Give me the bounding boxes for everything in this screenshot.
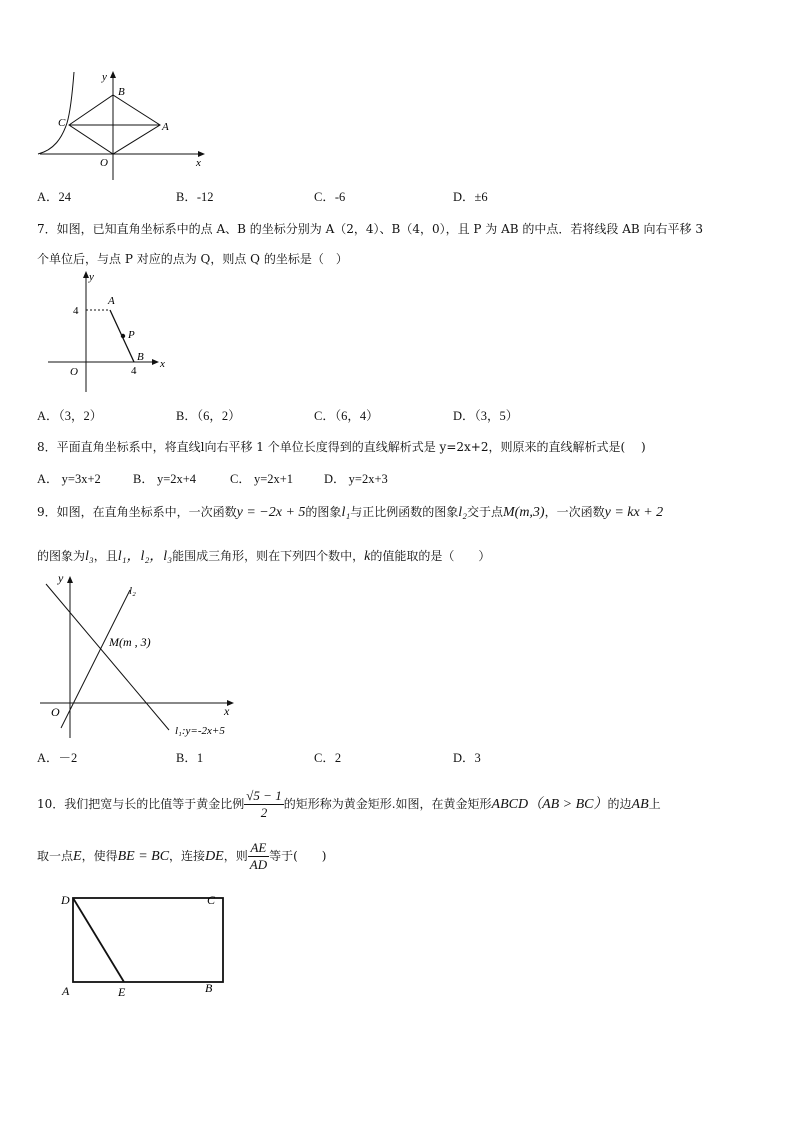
q8-option-b[interactable]: B． y=2x+4 [133, 472, 197, 486]
q6-label-c: C [58, 117, 66, 129]
q7-option-b[interactable]: B．（6，2） [176, 409, 241, 423]
q9-option-b[interactable]: B．1 [176, 751, 204, 765]
q6-label-x: x [196, 157, 201, 169]
q7-figure [40, 268, 180, 396]
q6-y-arrow [110, 71, 116, 78]
q10-text-mid1: ，使得 [81, 849, 118, 863]
q7-option-a[interactable]: A．（3，2） [37, 409, 103, 423]
q8-option-d[interactable]: D． y=2x+3 [324, 472, 388, 486]
q10-text-mid2: ，连接 [169, 849, 206, 863]
q10-ratio-numerator: √5 − 1 [246, 788, 282, 803]
q10-ratio-ad: AD [249, 857, 268, 872]
q9-text-mid4: ，一次函数 [544, 505, 605, 519]
q9-symbol-l2: l₂ [458, 505, 467, 520]
q10-question-line2 [37, 836, 326, 877]
q8-option-a[interactable]: A． y=3x+2 [37, 472, 101, 486]
q9-eq-l1: y = −2x + 5 [236, 505, 306, 520]
q10-figure [55, 888, 240, 1004]
q7-label-x: x [160, 358, 165, 370]
q7-option-d[interactable]: D．（3，5） [453, 409, 519, 423]
q10-text-prefix: 10．我们把宽与长的比值等于黄金比例 [37, 797, 245, 811]
q9-figure [36, 570, 246, 742]
q9-line-l2 [61, 590, 130, 728]
q7-label-y: y [89, 271, 94, 283]
q10-eq-be-bc: BE = BC [117, 849, 170, 864]
q9-line-l1 [46, 584, 169, 730]
q10-text-mid: 的矩形称为黄金矩形.如图，在黄金矩形 [283, 797, 492, 811]
q9-text-mid1: 的图象 [305, 505, 342, 519]
q9-option-a[interactable]: A．－2 [37, 751, 78, 765]
q7-label-4y: 4 [73, 305, 79, 317]
q9-text-mid5: ，且 [93, 549, 118, 563]
q6-option-a[interactable]: A．24 [37, 190, 72, 204]
q9-text-mid6: 能围成三角形，则在下列四个数中， [172, 549, 365, 563]
q6-label-b: B [118, 86, 125, 98]
q7-question-line1: 7．如图，已知直角坐标系中的点 A、B 的坐标分别为 A（2，4）、B（4，0），且 P 为 AB 的中点．若将线段 AB 向右平移 3 [37, 222, 703, 236]
q10-segment-de-line [73, 898, 124, 982]
q9-label-o: O [51, 705, 60, 719]
q10-label-e: E [118, 985, 126, 999]
q9-option-c[interactable]: C．2 [314, 751, 342, 765]
q9-text-mid2: 与正比例函数的图象 [350, 505, 459, 519]
q7-label-a: A [108, 295, 115, 307]
q10-question-line1 [37, 784, 661, 825]
q7-label-o: O [70, 366, 78, 378]
q9-point-m: M(m,3) [503, 505, 545, 520]
q10-ratio-ae-ad [248, 840, 269, 873]
q6-option-b[interactable]: B．-12 [176, 190, 214, 204]
q7-label-b: B [137, 351, 144, 363]
q6-hyperbola [38, 72, 74, 154]
q8-question: 8．平面直角坐标系中，将直线l向右平移 1 个单位长度得到的直线解析式是 y=2x+2，则原来的直线解析式是( ) [37, 440, 646, 454]
q7-label-p: P [128, 329, 135, 341]
q9-text-suffix: 的值能取的是（ ） [370, 549, 491, 563]
q6-label-o: O [100, 157, 108, 169]
q10-text-mid3: ，则 [223, 849, 248, 863]
q10-text-suffix2: 等于( ) [269, 849, 327, 863]
q10-rect-name: ABCD（AB > BC） [491, 797, 608, 812]
q9-eq-l3: y = kx + 2 [604, 505, 664, 520]
q10-rectangle [73, 898, 223, 982]
q9-label-l1: l₁:y=-2x+5 [175, 725, 225, 737]
q6-label-a: A [162, 121, 169, 133]
q10-ratio-ae: AE [248, 840, 269, 857]
q9-text-mid3: 交于点 [466, 505, 503, 519]
q10-text-prefix2: 取一点 [37, 849, 74, 863]
q6-figure [30, 68, 210, 183]
q10-point-e: E [73, 849, 82, 864]
q10-label-a: A [62, 984, 70, 998]
q7-option-c[interactable]: C．（6，4） [314, 409, 379, 423]
q6-option-c[interactable]: C．-6 [314, 190, 346, 204]
q10-text-end: 上 [648, 797, 661, 811]
q10-label-c: C [207, 893, 216, 907]
q10-label-b: B [205, 981, 213, 995]
q9-text-prefix2: 的图象为 [37, 549, 86, 563]
q8-option-c[interactable]: C． y=2x+1 [230, 472, 294, 486]
q9-y-arrow [67, 576, 73, 583]
q9-symbol-lines: l₁，l₂，l₃ [117, 549, 173, 564]
q7-x-arrow [152, 359, 159, 365]
q9-label-x: x [224, 704, 230, 718]
q7-question-line2: 个单位后，与点 P 对应的点为 Q，则点 Q 的坐标是（ ） [37, 252, 348, 266]
q9-label-m: M(m , 3) [109, 635, 151, 649]
q10-text-suffix: 的边 [607, 797, 632, 811]
q10-segment-de: DE [205, 849, 224, 864]
q9-symbol-k: k [364, 549, 371, 564]
q10-side-ab: AB [631, 797, 649, 812]
q9-text-prefix: 9．如图，在直角坐标系中，一次函数 [37, 505, 237, 519]
q7-point-p [121, 334, 125, 338]
q9-option-d[interactable]: D．3 [453, 751, 481, 765]
q6-label-y: y [102, 71, 107, 83]
q9-symbol-l3: l₃ [85, 549, 94, 564]
q7-label-4x: 4 [131, 365, 137, 377]
q10-ratio-denominator: 2 [260, 805, 268, 820]
q10-label-d: D [61, 893, 70, 907]
q9-question-line1 [37, 503, 663, 521]
q6-option-d[interactable]: D．±6 [453, 190, 488, 204]
q9-label-l2: l₂ [129, 585, 136, 597]
q9-label-y: y [58, 571, 64, 585]
q9-symbol-l1: l₁ [341, 505, 351, 520]
q10-golden-ratio [244, 788, 283, 821]
q9-question-line2 [37, 545, 490, 565]
